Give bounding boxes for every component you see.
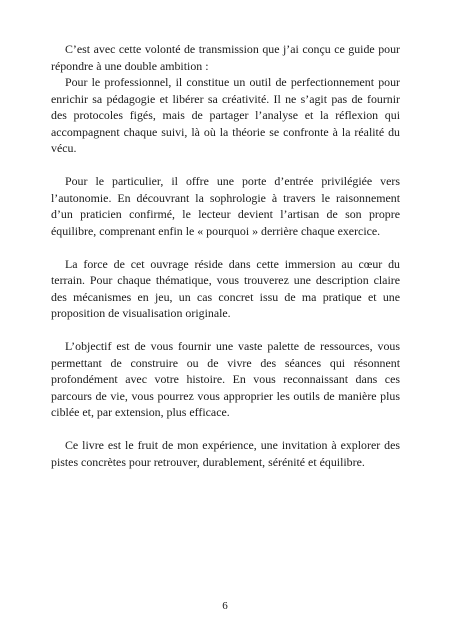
paragraph-2: Pour le professionnel, il constitue un outil de perfectionnement pour enrichir sa pédagogie et libérer sa créativité. Il ne s’agit pas de fournir des protocoles figés, mais de partager l’analyse et la réflexion qui accompagnent chaque suivi, là où la théorie se confronte à la réalité du vécu.	[51, 75, 400, 155]
paragraph-4: La force de cet ouvrage réside dans cette immersion au cœur du terrain. Pour chaque thématique, vous trouverez une description claire des mécanismes en jeu, un cas concret issu de ma pratique et une proposition de visualisation originale.	[51, 256, 400, 320]
paragraph-6: Ce livre est le fruit de mon expérience, une invitation à explorer des pistes concrètes pour retrouver, durablement, sérénité et équilibre.	[51, 438, 400, 469]
paragraph-3: Pour le particulier, il offre une porte d’entrée privilégiée vers l’autonomie. En découvrant la sophrologie à travers le raisonnement d’un praticien confirmé, le lecteur devient l’artisan de son propre équilibre, comprenant enfin le « pourquoi » derrière chaque exercice.	[51, 174, 400, 238]
paragraph-5: L’objectif est de vous fournir une vaste palette de ressources, vous permettant de construire ou de vivre des séances qui résonnent profondément avec votre histoire. En vous reconnaissant dans ces parcours de vie, vous pourrez vous approprier les outils de manière plus ciblée et, par extension, plus efficace.	[51, 339, 400, 419]
body-text	[51, 41, 400, 470]
paragraph-1: C’est avec cette volonté de transmission que j’ai conçu ce guide pour répondre à une double ambition :	[51, 42, 400, 73]
page-number: 6	[222, 600, 228, 612]
